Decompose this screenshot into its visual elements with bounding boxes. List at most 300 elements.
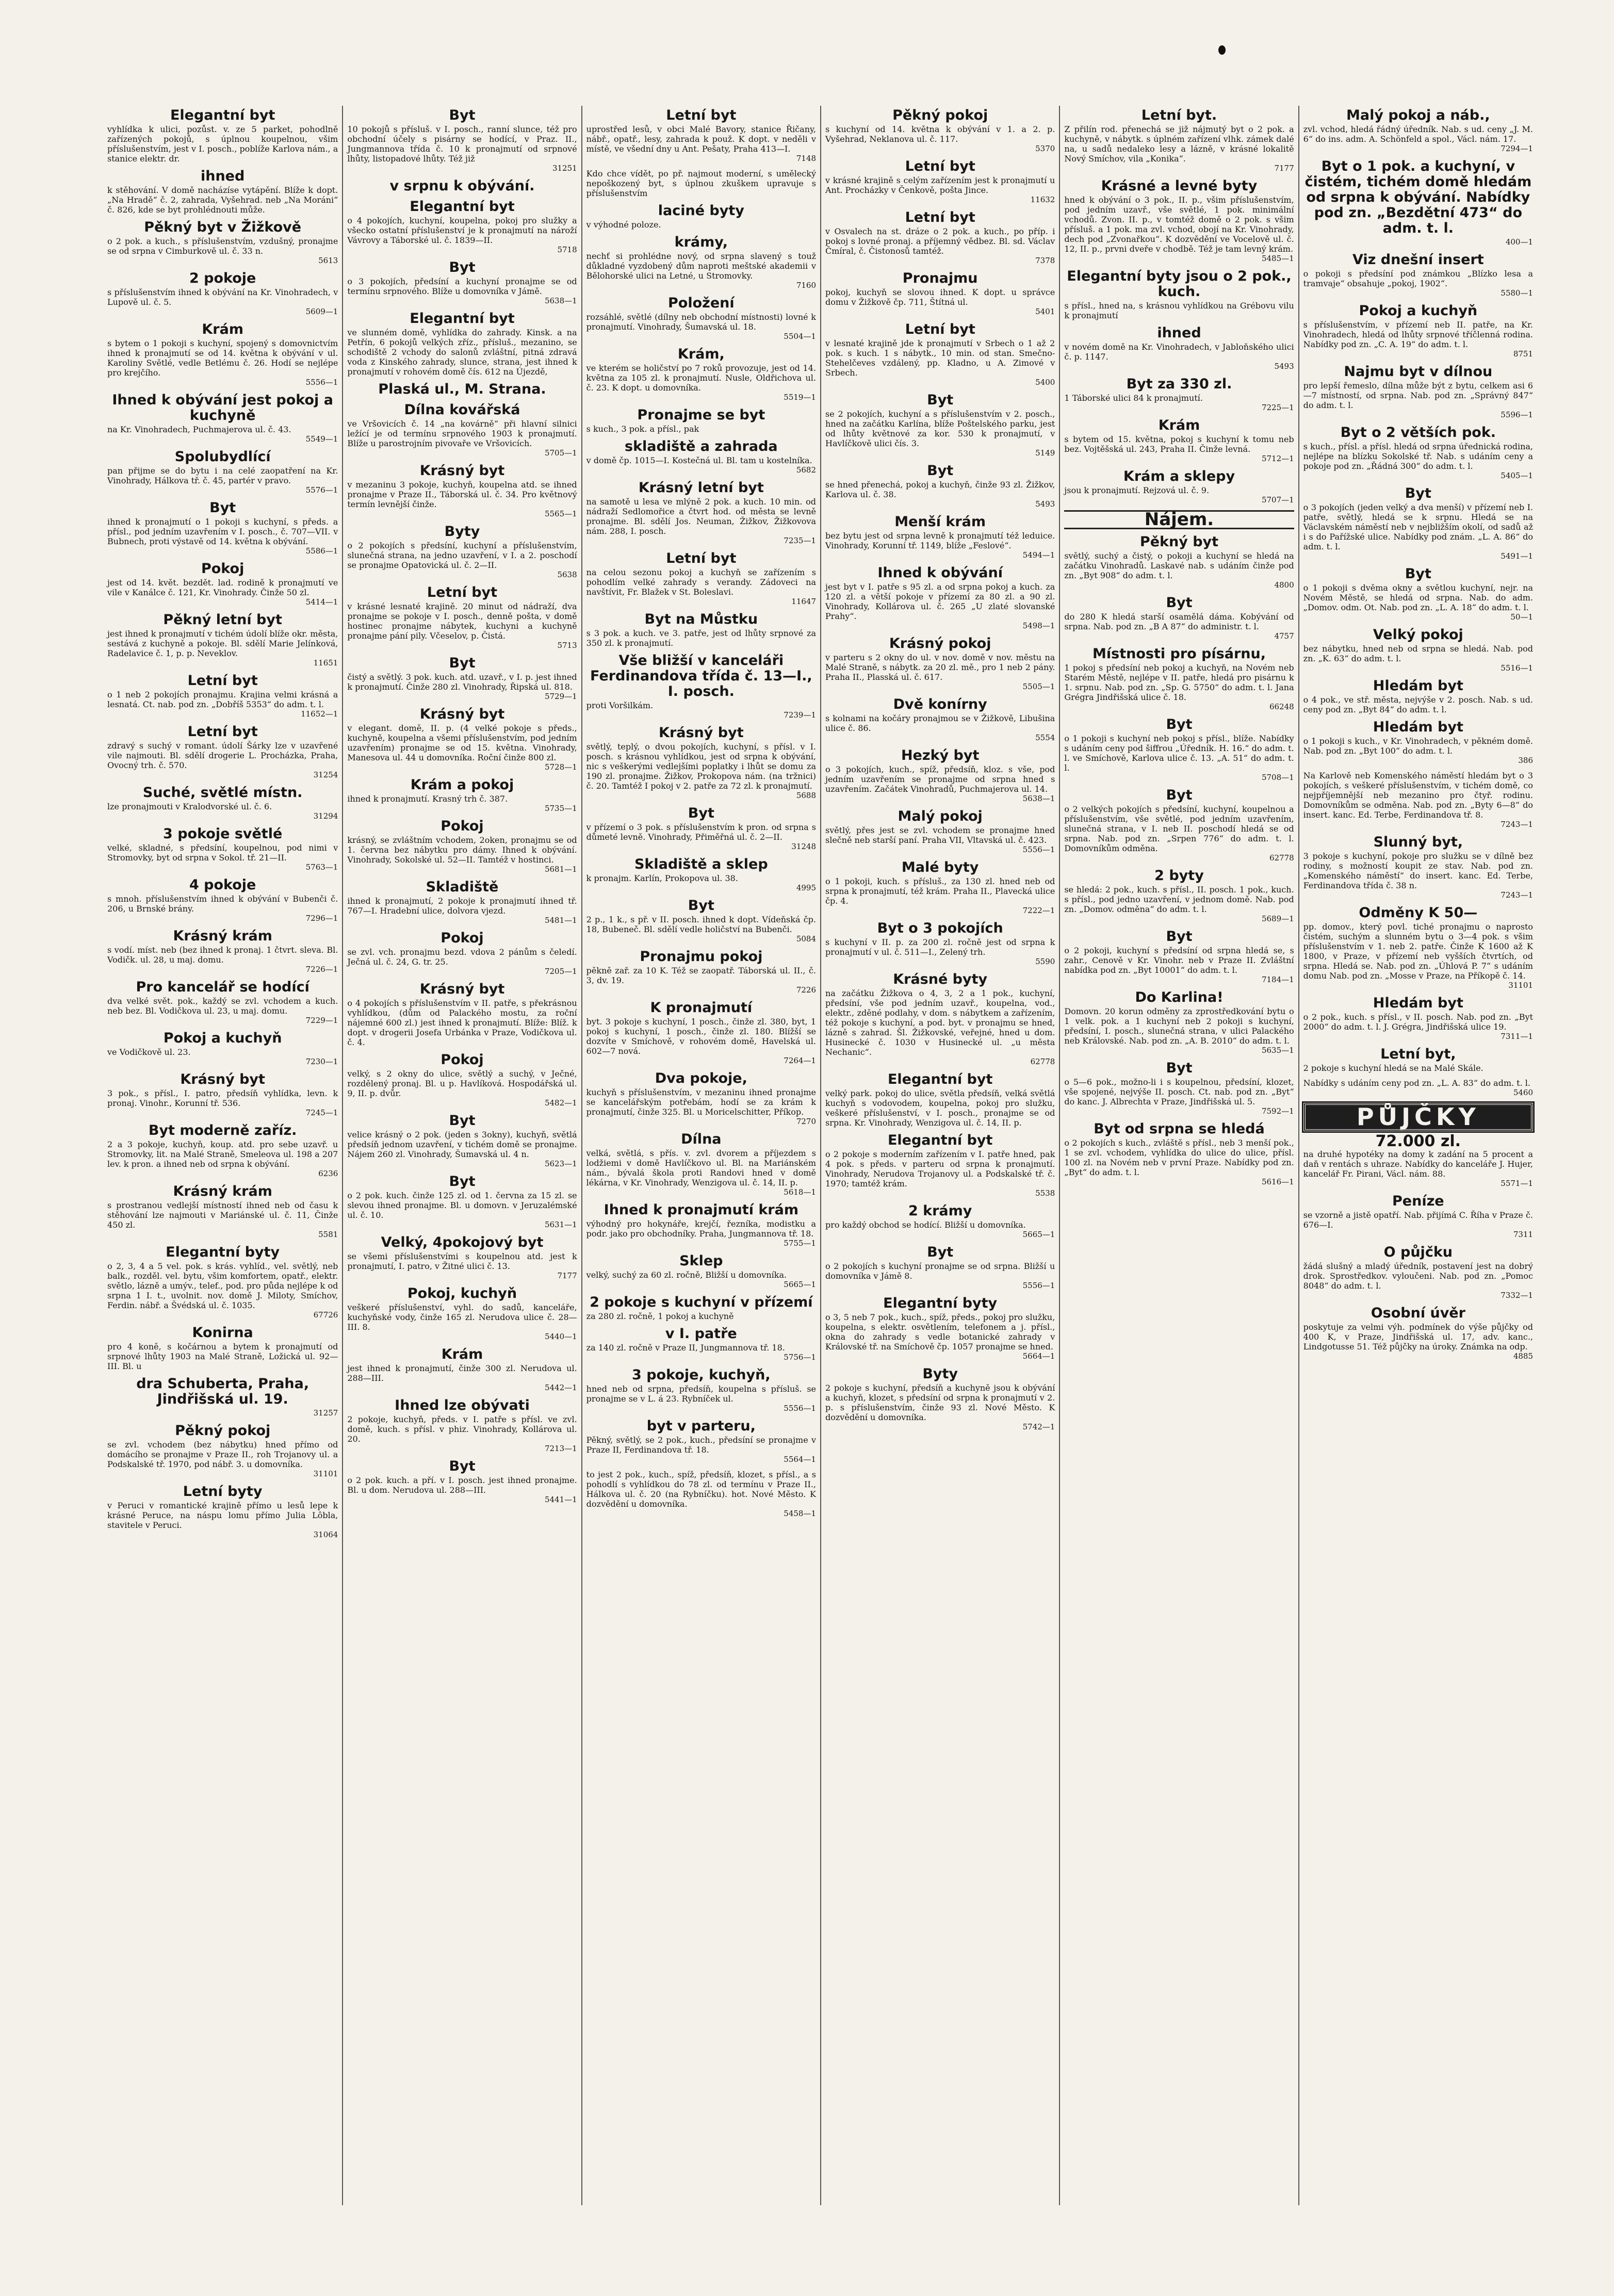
ad-body bbox=[586, 1470, 816, 1509]
ad-text: Z přilín rod. přenechá se již nájmutý byt o 2 pok. a kuchyně, v nábytk. s úplném zařízení vlhk. zámek dalé na, u sadů nedaleko lesy a lázně, v krásné lokalitě Nový Smíchov, vila „Konika“. bbox=[1064, 124, 1294, 164]
ad-heading: Místnosti pro písárnu, bbox=[1093, 646, 1266, 662]
ad-text: s kolnami na kočáry pronajmou se v Žižkově, Libušina ulice č. 86. bbox=[825, 713, 1055, 733]
ad-text: pan přijme se do bytu i na celé zaopatření na Kr. Vinohrady, Hálkova tř. č. 45, partér v pravo. bbox=[107, 466, 338, 485]
ad-text: Pěkný, světlý, se 2 pok., kuch., předsíní se pronajme v Praze II, Ferdinandova tř. 18. bbox=[586, 1435, 816, 1455]
ad-reference-number: 5504—1 bbox=[784, 332, 816, 341]
ad-reference-number: 5494—1 bbox=[1022, 550, 1055, 560]
classified-ad bbox=[1064, 929, 1294, 985]
ad-text: s kuch., přísl. a přísl. hledá od srpna úřednická rodina, nejlépe na blízku Sokolské tř. Nab. s udáním ceny a pokoje pod zn. „Řádná 300“ do adm. t. l. bbox=[1303, 442, 1533, 471]
ad-heading: Vše bližší v kanceláři Ferdinandova třída č. 13—I., I. posch. bbox=[590, 653, 812, 699]
ad-reference-number: 5616—1 bbox=[1261, 1177, 1294, 1186]
ad-text: o 1 pokoji s kuchyní neb pokoj s přísl., blíže. Nabídky s udáním ceny pod šiffrou „Úředník. H. 16.“ do adm. t. l. ve Smíchově, Karlova ulice č. 13. „A. 51“ do adm. t. l. bbox=[1064, 734, 1294, 773]
ad-body bbox=[107, 945, 338, 965]
classified-ad bbox=[825, 565, 1055, 631]
ad-body bbox=[1064, 301, 1294, 320]
ad-text: velký, s 2 okny do ulice, světlý a suchý, v Ječné, rozdělený pronaj. Bl. u p. Havlíková. Hospodářská ul. 9, II. p. dvůr. bbox=[347, 1069, 577, 1098]
section-banner: PŮJČKY bbox=[1303, 1103, 1533, 1131]
ad-reference-number: 7592—1 bbox=[1261, 1106, 1294, 1116]
classified-ad bbox=[347, 1286, 577, 1342]
classified-ad bbox=[1303, 720, 1533, 766]
ad-body bbox=[1303, 320, 1533, 349]
classified-ad bbox=[107, 1245, 338, 1320]
ad-body bbox=[586, 628, 816, 648]
ad-body bbox=[107, 466, 338, 485]
classified-ad bbox=[1303, 1149, 1533, 1188]
ad-reference-number: 5623—1 bbox=[544, 1159, 577, 1168]
ad-heading: byt v parteru, bbox=[646, 1418, 756, 1434]
ad-body bbox=[107, 338, 338, 378]
ad-reference-number: 5564—1 bbox=[784, 1455, 816, 1464]
ad-text: jsou k pronajmutí. Rejzová ul. č. 9. bbox=[1064, 485, 1210, 495]
ad-reference-number: 7311—1 bbox=[1501, 1032, 1533, 1041]
section-heading: Nájem. bbox=[1064, 510, 1294, 529]
ad-body bbox=[347, 896, 577, 916]
ad-text: pro lepší řemeslo, dílna může být z bytu, celkem asi 6—7 místností, od srpna. Nab. pod zn. „Správný 847“ do adm. t. l. bbox=[1303, 381, 1533, 410]
column-3 bbox=[581, 106, 820, 2205]
ad-text: velká, světlá, s přís. v. zvl. dvorem a příjezdem s lodžiemi v domě Havlíčkovo ul. Bl. na Mariánském nám., bývalá škola proti Randovi hned v domě lékárna, v Kr. Vinohrady, Wenzigova ul. č. 14, II. p. bbox=[586, 1148, 816, 1187]
ad-text: poskytuje za velmi výh. podmínek do výše půjčky od 400 K, v Praze, Jindřišská ul. 17, adv. kanc., Lindgotusse 51. Též půjčky na úroky. Známka na odp. bbox=[1303, 1322, 1533, 1351]
ad-body bbox=[1064, 393, 1294, 403]
ad-reference-number: 31101 bbox=[313, 1469, 338, 1478]
ad-text: ihned k pronajmutí, 2 pokoje k pronajmutí ihned tř. 767—I. Hradební ulice, dolvora vjezd. bbox=[347, 896, 577, 916]
ad-body bbox=[1303, 1149, 1533, 1179]
ad-heading: Pokoj bbox=[441, 930, 484, 946]
classified-ad bbox=[586, 1000, 816, 1066]
ad-heading: Byt za 330 zl. bbox=[1126, 376, 1232, 392]
ad-reference-number: 5485—1 bbox=[1261, 254, 1294, 263]
classified-ad bbox=[825, 697, 1055, 743]
ad-reference-number: 5549—1 bbox=[305, 434, 338, 444]
ad-heading: Byt o 2 větších pok. bbox=[1340, 425, 1496, 441]
ad-reference-number: 5729—1 bbox=[544, 692, 577, 701]
ad-body bbox=[1303, 851, 1533, 890]
ad-heading: Pronajme se byt bbox=[637, 407, 765, 423]
ad-heading: ihned bbox=[200, 168, 245, 184]
classified-ad bbox=[107, 220, 338, 266]
ad-heading: Krásný byt bbox=[419, 981, 505, 997]
ad-text: 2 pokoje s kuchyní, předsíň a kuchyně jsou k obývání a kuchyň, klozet, s předsíní od srpna k pronajmutí v 2. p. s příslušenstvím, činže 93 zl. Nové Město. K dozvědění u domovníka. bbox=[825, 1383, 1055, 1422]
ad-heading: Krásný krám bbox=[173, 928, 272, 944]
ad-text: v domě čp. 1015—I. Kostečná ul. Bl. tam u kostelníka. bbox=[586, 455, 812, 465]
ad-reference-number: 5664—1 bbox=[1022, 1351, 1055, 1361]
ad-reference-number: 5689—1 bbox=[1261, 914, 1294, 923]
ad-heading: Byt o 1 pok. a kuchyní, v čistém, tichém domě hledám od srpna k obývání. Nabídky pod zn. „Bezdětní 473“ do adm. t. l. bbox=[1305, 158, 1532, 236]
ad-heading: Letní byt bbox=[427, 584, 498, 600]
ad-text: k stěhování. V domě nacházíse vytápění. Blíže k dopt. „Na Hradě“ č. 2, zahrada, Vyšehrad. neb „Na Moráni“ č. 826, kde se byt prohlédnouti může. bbox=[107, 185, 338, 215]
ad-reference-number: 5556—1 bbox=[305, 378, 338, 387]
ad-heading: Byt bbox=[1166, 595, 1193, 611]
ad-heading: Pokoj a kuchyň bbox=[1359, 303, 1478, 319]
ad-body bbox=[1064, 124, 1294, 164]
ad-reference-number: 5638—1 bbox=[1022, 794, 1055, 803]
ad-text: s vodí. míst. neb (bez ihned k pronaj. 1 čtvrt. sleva. Bl. Vodičk. ul. 28, u maj. domu. bbox=[107, 945, 338, 965]
ad-heading: v srpnu k obývání. bbox=[389, 178, 535, 194]
classified-ad bbox=[825, 1203, 1055, 1240]
ad-reference-number: 5556—1 bbox=[784, 1404, 816, 1413]
ad-text: v parteru s 2 okny do ul. v nov. domě v nov. městu na Malé Straně, s nábytk. za 20 zl. mě., pro 1 neb 2 pány. Praha II., Plasská ul. č. 617. bbox=[825, 653, 1055, 682]
ad-text: Kdo chce vídět, po př. najmout moderní, s umělecký nepoškozený byt, s úplnou zkuškem upravuje s příslušenstvím bbox=[586, 169, 816, 198]
ad-body bbox=[1064, 946, 1294, 975]
classified-ad bbox=[1064, 1121, 1294, 1187]
ad-reference-number: 5707—1 bbox=[1261, 495, 1294, 504]
ad-body bbox=[825, 764, 1055, 794]
ad-heading: Elegantní byt bbox=[170, 107, 275, 123]
ad-text: se hledá: 2 pok., kuch. s přísl., II. posch. 1 pok., kuch. s přísl., pod jedno uzavření, v jednom domě. Nab. pod zn. „Domov. odměna“ do adm. t. l. bbox=[1064, 885, 1294, 914]
ad-reference-number: 5370 bbox=[1035, 144, 1055, 153]
ad-text: pp. domov., který povl. tiché pronajmu o naprosto čistém, suchým a slunném bytu o 3—4 pok. s všim příslušenstvím v 1. neb 2. patře. Činže K 1600 až K 1800, v Praze, v přízemí neb vyšších čtvrtích, od srpna. Hledá se. Nab. pod zn. „Úhlová P. 7“ s udáním domu Nab. pod zn. „Mosse v Praze, na Příkopě č. 14. bbox=[1303, 922, 1533, 981]
ad-reference-number: 7184—1 bbox=[1261, 975, 1294, 984]
ad-heading: Sklep bbox=[679, 1253, 723, 1269]
ad-reference-number: 50—1 bbox=[1510, 612, 1533, 622]
ad-body bbox=[1303, 922, 1533, 981]
ad-text: bez bytu jest od srpna levně k pronajmutí též leduice. Vinohrady, Korunní tř. 1149, blíže „Feslové“. bbox=[825, 531, 1055, 550]
ad-reference-number: 5609—1 bbox=[305, 307, 338, 316]
ad-reference-number: 5481—1 bbox=[544, 916, 577, 925]
ad-heading: Pronajmu pokoj bbox=[640, 949, 763, 965]
ad-heading: Hledám byt bbox=[1373, 678, 1463, 694]
column-2 bbox=[342, 106, 581, 2205]
ad-reference-number: 7245—1 bbox=[305, 1108, 338, 1117]
ad-reference-number: 7332—1 bbox=[1501, 1291, 1533, 1300]
ad-text: veškeré příslušenství, vyhl. do sadů, kanceláře, kuchyňské vody, činže 165 zl. Nerudova ulice č. 28—III. 8. bbox=[347, 1302, 577, 1332]
classified-ad bbox=[1303, 678, 1533, 714]
ad-reference-number: 5538 bbox=[1035, 1188, 1055, 1198]
ad-text: o 2 pok., kuch. s přísl., v II. posch. Nab. pod zn. „Byt 2000“ do adm. t. l. J. Grégra, Jindřišská ulice 19. bbox=[1303, 1012, 1533, 1032]
ad-heading: Pěkný byt v Žižkově bbox=[144, 219, 302, 235]
ad-heading: Hezký byt bbox=[901, 747, 980, 763]
ad-reference-number: 5458—1 bbox=[784, 1509, 816, 1518]
ad-reference-number: 5681—1 bbox=[544, 865, 577, 874]
ad-heading: Letní byt, bbox=[1380, 1046, 1456, 1062]
ad-reference-number: 7378 bbox=[1035, 256, 1055, 265]
classified-ad bbox=[586, 1202, 816, 1248]
ad-text: v Peruci v romantické krajině přímo u lesů lepe k krásné Peruce, na náspu lomu přímo Julia Lôbla, stavitele v Peruci. bbox=[107, 1501, 338, 1530]
classified-ad bbox=[107, 449, 338, 495]
ad-text: 1 pokoj s předsíní neb pokoj a kuchyň, na Novém neb Starém Městě, nejlépe v II. patře, hledá pro pisárnu k 1. srpnu. Nab. pod zn. „Sp. G. 5750“ do adm. t. l. Jana Grégra Jindřišská ulice č. 18. bbox=[1064, 663, 1294, 702]
classified-ad bbox=[107, 271, 338, 317]
classified-ad bbox=[347, 777, 577, 813]
classified-ad bbox=[1303, 252, 1533, 298]
ad-reference-number: 5728—1 bbox=[544, 762, 577, 772]
ad-heading: O půjčku bbox=[1383, 1244, 1453, 1260]
ad-heading: Krám, bbox=[677, 346, 725, 362]
ad-text: hned k obývání o 3 pok., II. p., všim příslušenstvím, pod jedním uzavř., vše světlé, 1 pok. minimální vchodů. Zvon. II. p., v tomtéž domě o 2 pok. s všim přísluš. a 1 pok. ma zvl. vchod, obojí na Kr. Vinohrady, dech pod „Zvonařkou“. K dozvědění ve Vocelově ul. č. 12, II. p., prvni dveře v chodbě. Též je tam levný krám. bbox=[1064, 195, 1294, 254]
ad-heading: 4 pokoje bbox=[189, 877, 256, 893]
ad-text: s přísl., hned na, s krásnou vyhlídkou na Grébovu vilu k pronajmutí bbox=[1064, 301, 1294, 320]
ad-reference-number: 5482—1 bbox=[544, 1098, 577, 1108]
classified-ad bbox=[107, 980, 338, 1025]
classified-ad bbox=[825, 1366, 1055, 1432]
ad-reference-number: 5442—1 bbox=[544, 1383, 577, 1392]
ad-body bbox=[586, 567, 816, 597]
classified-ad bbox=[347, 382, 577, 397]
column-4 bbox=[820, 106, 1059, 2205]
ad-text: k pronajm. Karlín, Prokopova ul. 38. bbox=[586, 873, 738, 883]
classified-ad bbox=[1303, 303, 1533, 359]
ad-heading: Byt bbox=[927, 392, 954, 408]
ad-heading: Letní byt bbox=[666, 107, 737, 123]
ad-heading: 2 krámy bbox=[908, 1203, 972, 1219]
ad-heading: Malý pokoj a náb., bbox=[1346, 107, 1490, 123]
ad-text: ve Vodičkově ul. 23. bbox=[107, 1047, 191, 1057]
ad-body bbox=[347, 1363, 577, 1383]
ad-body bbox=[347, 1251, 577, 1271]
ad-heading: Položení bbox=[668, 295, 735, 311]
classified-ad bbox=[1303, 996, 1533, 1041]
ad-heading: Pěkný letní byt bbox=[163, 612, 282, 628]
classified-ad bbox=[107, 1325, 338, 1371]
ad-body bbox=[107, 802, 338, 811]
classified-page bbox=[103, 106, 1537, 2205]
ad-body bbox=[1064, 195, 1294, 254]
ad-heading: Letní byt bbox=[187, 724, 258, 740]
ad-heading: Byt bbox=[449, 1113, 476, 1129]
ad-heading: Byt bbox=[449, 1458, 476, 1474]
ad-body bbox=[825, 1312, 1055, 1351]
ad-body bbox=[1064, 1006, 1294, 1046]
classified-ad bbox=[1064, 595, 1294, 641]
ad-text: Na Karlově neb Komenského náměstí hledám byt o 3 pokojích, s veškeré příslušenstvím, v tichém domě, co nejpříjemnější neb mezanino pro čtyř. rodinu. Domovníkům se odměna. Nab. pod zn. „Byty 6—8“ do insert. kanc. Ed. Terbe, Ferdinandova tř. 8. bbox=[1303, 771, 1533, 820]
classified-ad bbox=[825, 210, 1055, 266]
ad-text: se hned přenechá, pokoj a kuchyň, činže 93 zl. Žižkov, Karlova ul. č. 38. bbox=[825, 480, 1055, 499]
ad-body bbox=[347, 480, 577, 509]
ad-reference-number: 62778 bbox=[1030, 1057, 1055, 1066]
ad-text: v lesnaté krajině jde k pronajmutí v Srbech o 1 až 2 pok. s kuch. 1 s nábytk., 10 min. od stan. Smečno-Stehelčeves vzdálený, pp. Kladno, u A. Zimové v Srbech. bbox=[825, 338, 1055, 378]
ad-text: dva velké svět. pok., každý se zvl. vchodem a kuch. neb bez. Bl. Vodičkova ul. 23, u maj. domu. bbox=[107, 996, 338, 1016]
ad-text: v výhodné poloze. bbox=[586, 220, 661, 230]
ad-heading: Plaská ul., M. Strana. bbox=[378, 381, 546, 397]
ad-body bbox=[586, 124, 816, 154]
ad-text: o 2, 3, 4 a 5 vel. pok. s krás. vyhlíd., vel. světlý, neb balk., rozděl. vel. bytu, všim komfortem, opatř., elektr. světlo, lázně a umýv., telef., pod. pro půda nejlépe k od srpna 1 I. t., uvolnit. nov. domě J. Miloty, Smíchov, Ferdin. nábř. a Švédská ul. č. 1035. bbox=[107, 1261, 338, 1310]
classified-ad bbox=[347, 585, 577, 650]
classified-ad bbox=[107, 929, 338, 974]
classified-ad bbox=[1064, 325, 1294, 371]
classified-ad bbox=[825, 636, 1055, 692]
ad-text: o 2 pok. a kuch., s příslušenstvím, vzdušný, pronajme se od srpna v Cimburkově ul. č. 33 n. bbox=[107, 236, 338, 256]
ad-text: světlý, suchý a čistý, o pokoji a kuchyní se hledá na začátku Vinohradů. Laskavé nab. s udáním činže pod zn. „Byt 908“ do adm. t. l. bbox=[1064, 551, 1294, 580]
ad-text: 2 pokoje s kuchyní hledá se na Malé Skále. bbox=[1303, 1063, 1483, 1073]
ad-reference-number: 4995 bbox=[796, 883, 816, 892]
ad-heading: Pro kancelář se hodící bbox=[136, 979, 309, 995]
ad-reference-number: 5493 bbox=[1274, 362, 1294, 371]
ad-body bbox=[1064, 885, 1294, 914]
ad-body bbox=[107, 124, 338, 164]
ad-text: vyhlídka k ulici, pozůst. v. ze 5 parket, pohodlně zařízených pokojů, s úplnou koupelnou, všim příslušenstvím, jest v I. posch., poblíže Karlova nám., a stanice elektr. dr. bbox=[107, 124, 338, 164]
ad-body bbox=[586, 966, 816, 985]
ad-text: na Kr. Vinohradech, Puchmajerova ul. č. 43. bbox=[107, 425, 291, 434]
classified-ad bbox=[107, 1423, 338, 1479]
ad-body bbox=[1303, 771, 1533, 820]
ad-text: 3 pokoje s kuchyní, pokoje pro služku se v dílně bez rodiny, s možností koupit ze stav. Nab. pod zn. „Komenského náměstí“ do insert. kanc. Ed. Terbe, Ferdinandova třída č. 38 n. bbox=[1303, 851, 1533, 890]
ad-heading: Pokoj bbox=[441, 1052, 484, 1068]
ad-text: na samotě u lesa ve mlýně 2 pok. a kuch. 10 min. od nádraží Sedlomořice a čtvrt hod. od města se levně pronajme. Bl. sdělí Jos. Neuman, Žižkov, Žižkovova nám. 288, I. posch. bbox=[586, 497, 816, 536]
ad-body bbox=[825, 124, 1055, 144]
ad-body bbox=[586, 312, 816, 332]
ad-body bbox=[825, 713, 1055, 733]
ad-body bbox=[586, 363, 816, 393]
ad-heading: Byt bbox=[449, 259, 476, 275]
ad-text: o 2 pokojích s kuch., zvláště s přísl., neb 3 menší pok., 1 se zvl. vchodem, vyhlídka do ulice do ulice, přísl. 100 zl. na Novém neb v první Praze. Nabídky pod zn. „Byt“ do adm. t. l. bbox=[1064, 1138, 1294, 1177]
ad-body bbox=[107, 843, 338, 862]
ad-reference-number: 5556—1 bbox=[1022, 845, 1055, 854]
ad-body bbox=[347, 1191, 577, 1220]
classified-ad bbox=[586, 725, 816, 801]
ad-text: s kuchyní od 14. května k obývání v 1. a 2. p. Vyšehrad, Neklanova ul. č. 117. bbox=[825, 124, 1055, 144]
ad-text: do 280 K hledá starší osamělá dáma. Kobývání od srpna. Nab. pod zn. „B A 87“ do administr. t. l. bbox=[1064, 612, 1294, 631]
classified-ad bbox=[586, 439, 816, 475]
classified-ad bbox=[347, 199, 577, 255]
ad-text: o 3, 5 neb 7 pok., kuch., spíž, předs., pokoj pro služku, koupelna, s elektr. osvětlením, telefonem a j. přísl., okna do zahrady s vedle botanické zahrady v Královské tř. na Smíchově čp. 1057 pronajme se hned. bbox=[825, 1312, 1055, 1351]
ad-reference-number: 5460 bbox=[1513, 1088, 1533, 1097]
ad-text: s bytem od 15. května, pokoj s kuchyní k tomu neb bez. Vojtěšská ul. 243, Praha II. Činže levná. bbox=[1064, 434, 1294, 454]
classified-ad bbox=[1303, 1245, 1533, 1300]
ad-body bbox=[825, 1149, 1055, 1188]
ad-body bbox=[586, 1435, 816, 1455]
ad-text: o 2 pokojích s kuchyní pronajme se od srpna. Bližší u domovníka v Jámě 8. bbox=[825, 1261, 1055, 1281]
ad-reference-number: 6236 bbox=[318, 1169, 338, 1178]
classified-ad bbox=[825, 748, 1055, 804]
ad-heading: Byt od srpna se hledá bbox=[1094, 1121, 1265, 1137]
ad-body bbox=[586, 1148, 816, 1187]
classified-ad bbox=[347, 819, 577, 874]
ad-body bbox=[586, 455, 816, 465]
ad-heading: Menší krám bbox=[894, 514, 986, 530]
ad-heading: ihned bbox=[1157, 325, 1201, 341]
ad-text: 2 p., 1 k., s př. v II. posch. ihned k dopt. Vídeňská čp. 18, Bubeneč. Bl. sdělí vedle holičství na Bubenči. bbox=[586, 915, 816, 934]
ad-reference-number: 5571—1 bbox=[1501, 1179, 1533, 1188]
ad-text: s příslušenstvím, v přízemí neb II. patře, na Kr. Vinohradech, hledá od lhůty srpnové tříčlenná rodina. Nabídky pod zn. „C. A. 19“ do adm. t. l. bbox=[1303, 320, 1533, 349]
ad-heading: Byt bbox=[927, 1244, 954, 1260]
ad-text: 3 pok., s přísl., I. patro, předsíň vyhlídka, levn. k pronaj. Vinohr., Korunní tř. 536. bbox=[107, 1088, 338, 1108]
ad-text: jest byt v I. patře s 95 zl. a od srpna pokoj a kuch. za 120 zl. a větší pokoje v přízemí za 80 zl. a 90 zl. Vinohrady, Kollárova ul. č. 265 „U zlaté slovanské Prahy“. bbox=[825, 582, 1055, 621]
classified-ad bbox=[1064, 646, 1294, 712]
ad-text: za 140 zl. ročně v Praze II, Jungmannova tř. 18. bbox=[586, 1343, 785, 1353]
ad-reference-number: 7225—1 bbox=[1261, 403, 1294, 412]
ad-body bbox=[107, 1342, 338, 1371]
ad-body bbox=[586, 251, 816, 281]
classified-ad bbox=[1064, 418, 1294, 464]
classified-ad bbox=[347, 1235, 577, 1281]
ad-text: krásný, se zvláštním vchodem, 2oken, pronajmu se od 1. června bez nábytku pro dámy. Ihned k obývání. Vinohrady, Sokolské ul. 52—II. Tamtéž v hostinci. bbox=[347, 835, 577, 865]
classified-ad bbox=[586, 108, 816, 164]
ad-text: ve kterém se holičství po 7 roků provozuje, jest od 14. května za 105 zl. k pronajmutí. Nusle, Oldřichova ul. č. 23. K dopt. u domovníka. bbox=[586, 363, 816, 393]
ad-body bbox=[347, 601, 577, 641]
ad-heading: Krásné byty bbox=[893, 971, 988, 987]
classified-ad bbox=[347, 880, 577, 925]
ad-heading: Krám bbox=[202, 321, 243, 337]
ad-reference-number: 7148 bbox=[796, 154, 816, 163]
ad-heading: Dvě konírny bbox=[893, 696, 987, 712]
classified-ad bbox=[1303, 364, 1533, 420]
ad-heading: Pokoj bbox=[201, 561, 244, 577]
ad-heading: Byt bbox=[1166, 1060, 1193, 1076]
classified-ad bbox=[1303, 1306, 1533, 1361]
ad-heading: Elegantní byt bbox=[887, 1132, 993, 1148]
ad-text: ve slunném domě, vyhlídka do zahrady. Kinsk. a na Petřín, 6 pokojů velkých zříz., přísluš., mezanino, se schodiště 2 vchody do salonů zvláštní, pitná zdravá voda z Kinského zahrady, slunce, strana, jest ihned k pronajmutí v rohovém domě čís. 612 na Újezdě, bbox=[347, 328, 577, 377]
ad-heading: Elegantní byty bbox=[883, 1295, 998, 1311]
classified-ad bbox=[586, 949, 816, 995]
classified-ad bbox=[107, 500, 338, 556]
ad-text: ihned k pronajmutí. Krasný trh č. 387. bbox=[347, 794, 508, 804]
ad-heading: Elegantní byt bbox=[887, 1071, 993, 1087]
classified-ad bbox=[1303, 835, 1533, 900]
ad-body bbox=[107, 578, 338, 597]
ad-reference-number: 31294 bbox=[313, 811, 338, 821]
ad-body bbox=[825, 1220, 1055, 1230]
ad-heading: Letní byt bbox=[666, 550, 737, 566]
ad-heading: dra Schuberta, Praha, Jindřišská ul. 19. bbox=[136, 1376, 309, 1407]
ad-text: nechť si prohlédne nový, od srpna slavený s touž důkladné vyzdobený dům naproti meštské akademii v Bělohorské ulici na Letné, u Stromovky. bbox=[586, 251, 816, 281]
ad-reference-number: 7264—1 bbox=[784, 1056, 816, 1065]
ad-reference-number: 5735—1 bbox=[544, 804, 577, 813]
ad-body bbox=[1303, 1078, 1533, 1088]
ad-text: jest od 14. květ. bezdět. lad. rodině k pronajmutí ve vile v Kanálce č. 121, Kr. Vinohrady. Činže 50 zl. bbox=[107, 578, 338, 597]
ad-reference-number: 5149 bbox=[1035, 448, 1055, 458]
ad-reference-number: 5742—1 bbox=[1022, 1422, 1055, 1431]
classified-ad bbox=[1303, 905, 1533, 990]
ad-body bbox=[107, 185, 338, 215]
ad-reference-number: 31064 bbox=[313, 1530, 338, 1539]
ad-body bbox=[825, 226, 1055, 256]
ad-text: Domovn. 20 korun odměny za zprostředkování bytu o 1 velk. pok. a 1 kuchyní neb 2 pokoji s kuchyní, předsíní, I. posch., slunečná strana, v ulici Palackého neb Královské. Nab. pod zn. „A. B. 2010“ do adm. t. l. bbox=[1064, 1006, 1294, 1046]
ad-body bbox=[347, 1475, 577, 1495]
ad-body bbox=[825, 287, 1055, 307]
ad-body bbox=[586, 1270, 816, 1280]
ad-body bbox=[1303, 1210, 1533, 1230]
ad-reference-number: 7270 bbox=[796, 1117, 816, 1126]
ad-text: s 3 pok. a kuch. ve 3. patře, jest od lhůty srpnové za 350 zl. k pronajmutí. bbox=[586, 628, 816, 648]
ad-body bbox=[1064, 485, 1294, 495]
ad-reference-number: 66248 bbox=[1269, 702, 1294, 711]
ad-text: jest ihned k pronajmutí, činže 300 zl. Nerudova ul. 288—III. bbox=[347, 1363, 577, 1383]
classified-ad bbox=[586, 480, 816, 546]
ad-reference-number: 7222—1 bbox=[1022, 906, 1055, 915]
ad-body bbox=[347, 541, 577, 570]
ad-body bbox=[347, 998, 577, 1047]
ad-text: pro 4 koně, s kočárnou a bytem k pronajmutí od srpnové lhůty 1903 na Malé Straně, Ložická ul. 92—III. Bl. u bbox=[107, 1342, 338, 1371]
ad-reference-number: 7213—1 bbox=[544, 1444, 577, 1453]
ad-reference-number: 5498—1 bbox=[1022, 621, 1055, 630]
ad-body bbox=[347, 835, 577, 865]
ad-heading: Byt o 3 pokojích bbox=[877, 920, 1003, 936]
classified-ad bbox=[1064, 377, 1294, 413]
ad-heading: Letní byty bbox=[183, 1484, 263, 1500]
classified-ad bbox=[107, 612, 338, 668]
ad-reference-number: 7296—1 bbox=[305, 914, 338, 923]
ad-heading: K pronajmutí bbox=[650, 1000, 753, 1016]
classified-ad bbox=[1064, 469, 1294, 505]
ad-text: 2 a 3 pokoje, kuchyň, koup. atd. pro sebe uzavř. u Stromovky, lit. na Malé Straně, Smeleova ul. 198 a 207 lev. k pron. a ihned neb od srpna k obývání. bbox=[107, 1139, 338, 1169]
ad-text: o 2 velkých pokojích s předsíní, kuchyní, koupelnou a příslušenstvím, vše světlé, pod jedním uzavřením, slunečná strana, v I. neb II. poschodí hledá se od srpna. Nab. pod zn. „Srpen 776“ do adm. t. l. Domovníkům odměna. bbox=[1064, 804, 1294, 853]
ad-text: o 1 neb 2 pokojích pronajmu. Krajina velmi krásná a lesnatá. Ct. nab. pod zn. „Dobříš 5353“ do adm. t. l. bbox=[107, 690, 338, 709]
ad-reference-number: 5505—1 bbox=[1022, 682, 1055, 691]
ad-body bbox=[1064, 1077, 1294, 1106]
ad-body bbox=[347, 947, 577, 967]
ad-body bbox=[1064, 1138, 1294, 1177]
ad-reference-number: 4885 bbox=[1513, 1351, 1533, 1361]
ad-reference-number: 5755—1 bbox=[784, 1239, 816, 1248]
ad-body bbox=[586, 1087, 816, 1117]
ad-reference-number: 386 bbox=[1518, 756, 1533, 765]
classified-ad bbox=[1064, 534, 1294, 590]
classified-ad bbox=[347, 1052, 577, 1108]
ad-text: v novém domě na Kr. Vinohradech, v Jabloňského ulici č. p. 1147. bbox=[1064, 342, 1294, 362]
ad-heading: Byt bbox=[1405, 485, 1431, 501]
ad-heading: Krásný krám bbox=[173, 1183, 272, 1199]
ad-heading: 2 pokoje s kuchyní v přízemí bbox=[590, 1294, 813, 1310]
ad-body bbox=[825, 175, 1055, 195]
ad-text: Nabídky s udáním ceny pod zn. „L. A. 83“ do adm. t. l. bbox=[1303, 1078, 1530, 1088]
